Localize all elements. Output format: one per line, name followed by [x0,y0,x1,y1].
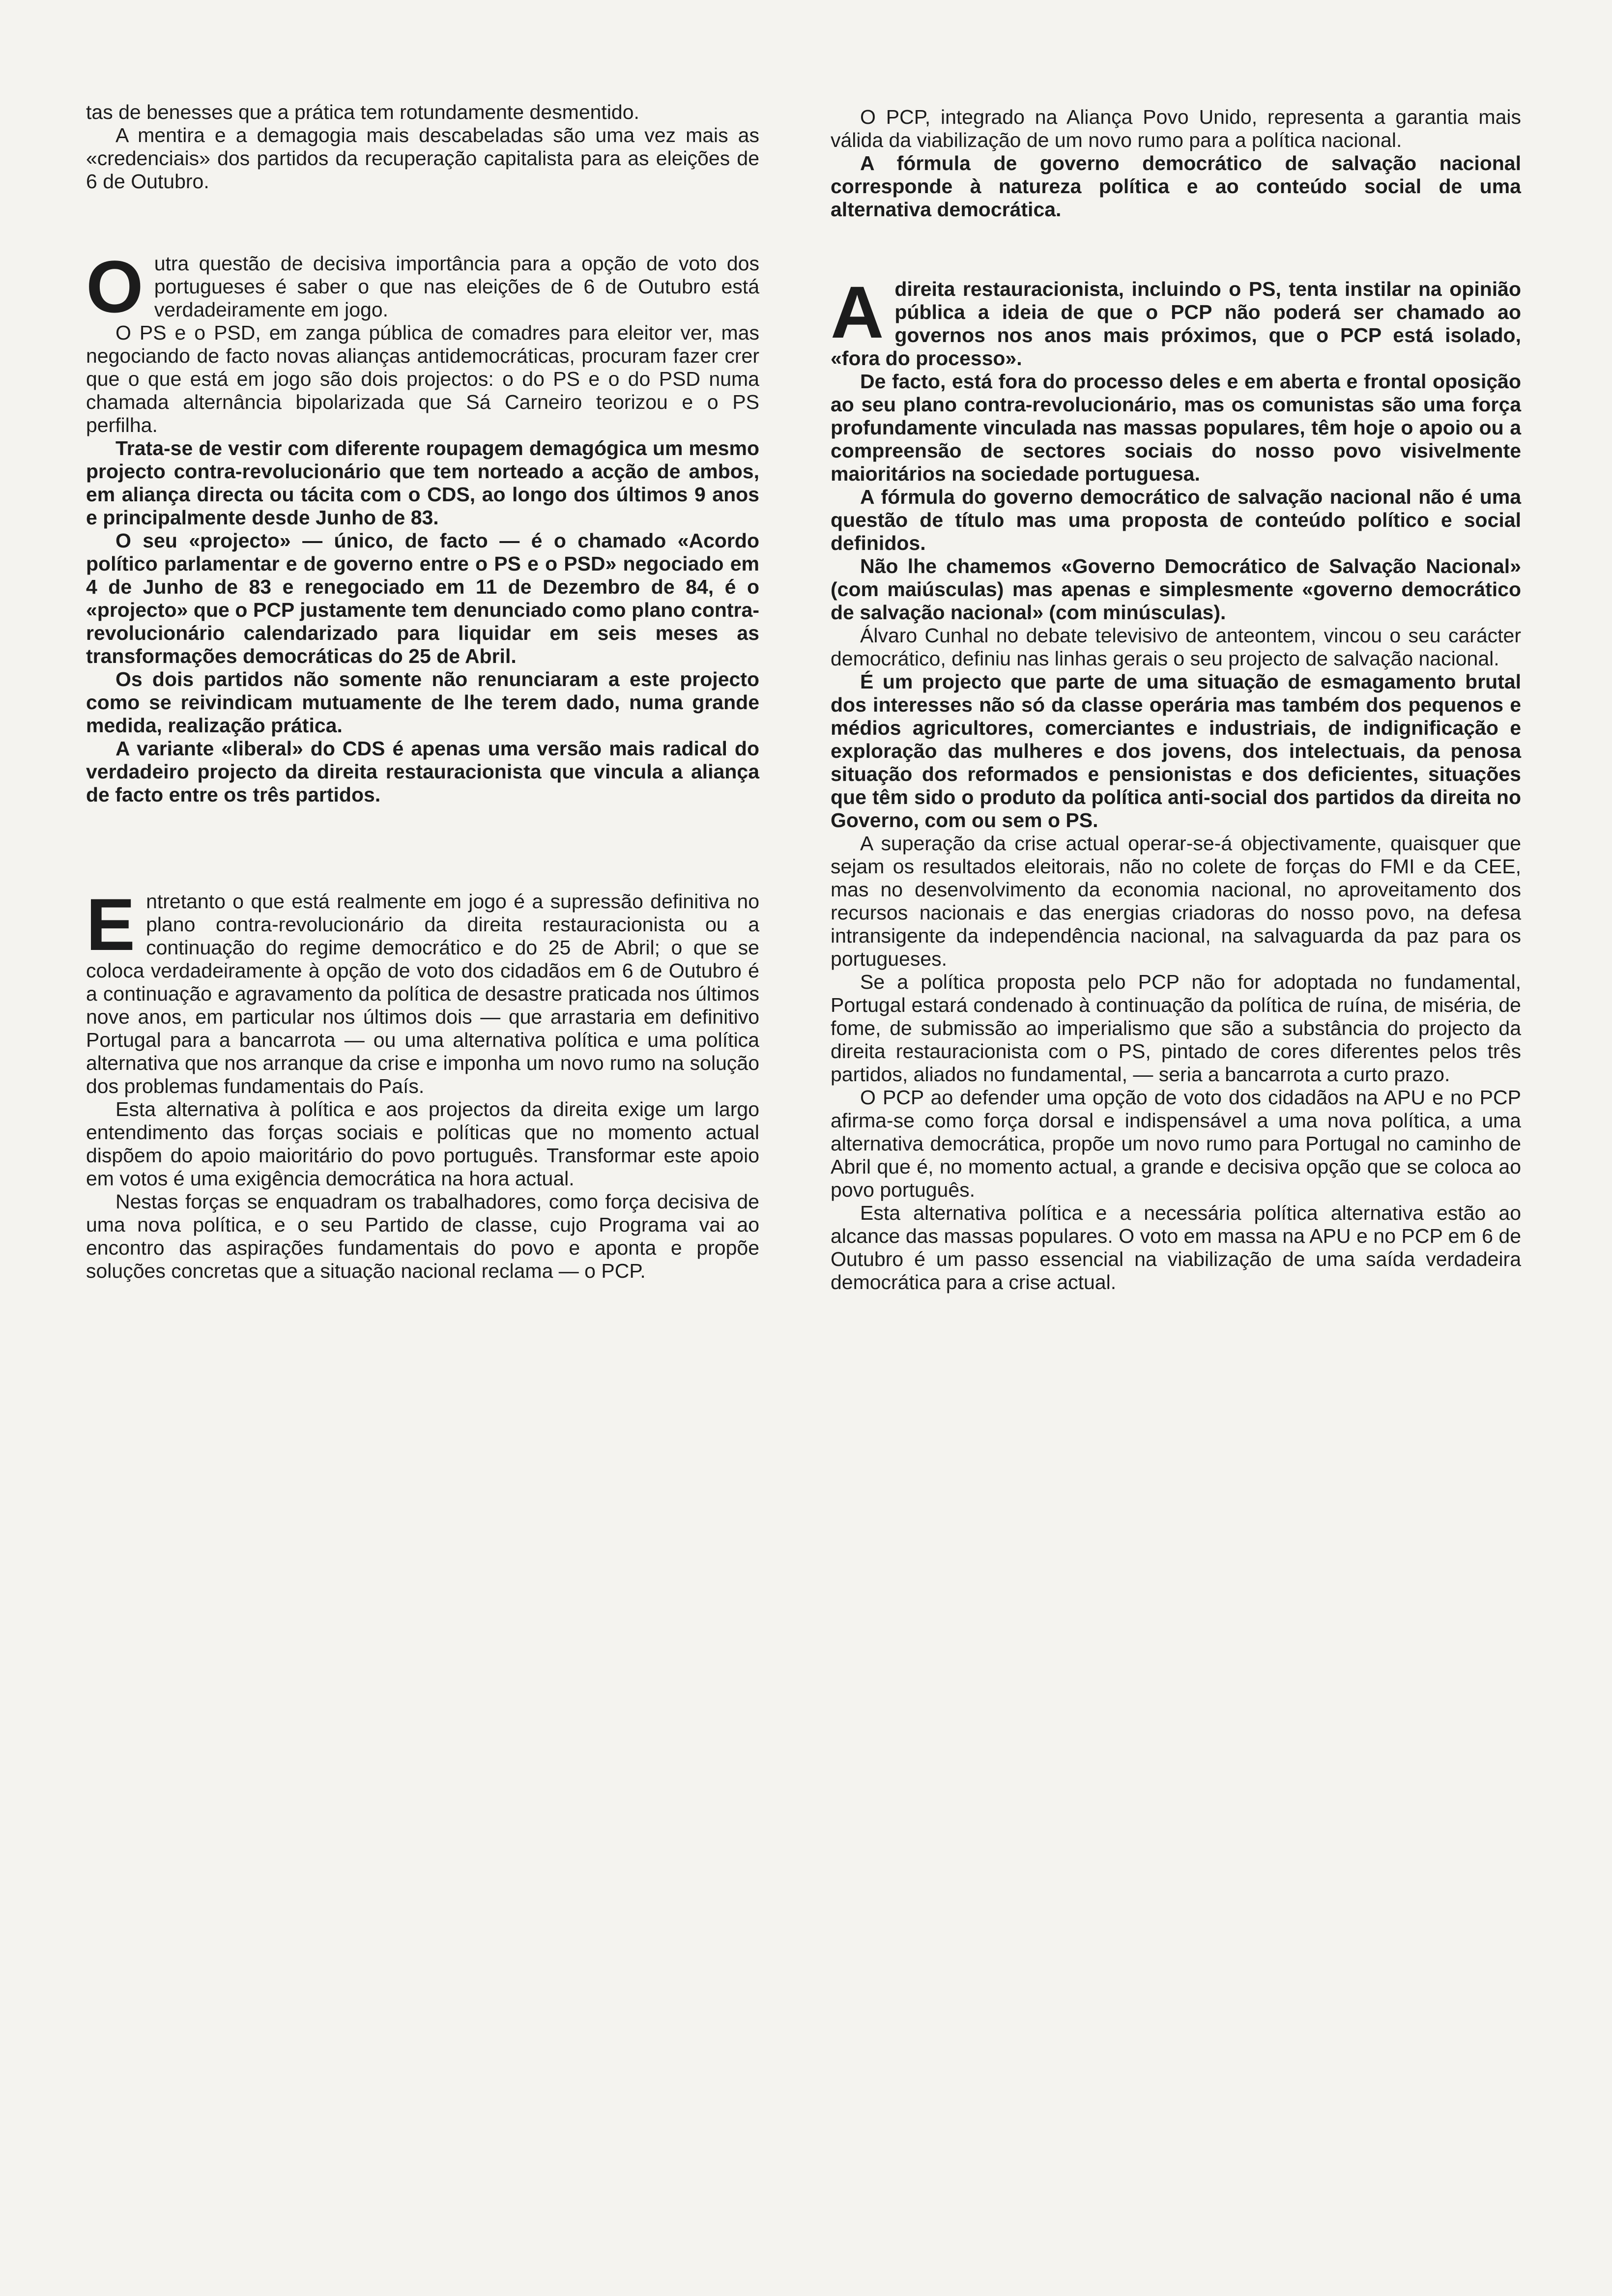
body-paragraph: É um projecto que parte de uma situação de esmagamento brutal dos interesses não só da classe operária mas também dos pequenos e médios agricultores, comerciantes e industriais, de indignificação e exploração das mulheres e dos jovens, dos intelectuais, da penosa situação dos reformados e pensionistas e dos deficientes, situações que têm sido o produto da política anti-social dos partidos da direita no Governo, com ou sem o PS. [831,670,1521,832]
right-column [831,106,1521,1294]
lead-text: utra questão de decisiva importância para a opção de voto dos portugueses é saber o que nas eleições de 6 de Outubro está verdadeiramente em jogo. [154,252,759,321]
body-paragraph: Se a política proposta pelo PCP não for adoptada no fundamental, Portugal estará condenado à continuação da política de ruína, de miséria, de fome, de submissão ao imperialismo que são a substância do projecto da direita restauracionista com o PS, pintado de cores diferentes pelos três partidos, aliados no fundamental, — seria a bancarrota a curto prazo. [831,971,1521,1086]
body-paragraph: A fórmula do governo democrático de salvação nacional não é uma questão de título mas uma proposta de conteúdo político e social definidos. [831,486,1521,554]
left-column [86,101,759,1283]
body-paragraph: Esta alternativa à política e aos projectos da direita exige um largo entendimento das forças sociais e políticas que no momento actual dispõem do apoio maioritário do povo português. Transformar este apoio em votos é uma exigência democrática na hora actual. [86,1098,759,1190]
lead-text: ntretanto o que está realmente em jogo é a supressão definitiva no plano contra-revolucionário da direita restauracionista ou a continuação do regime democrático e do 25 de Abril; o que se coloca verdadeiramente à opção de voto dos cidadãos em 6 de Outubro é a continuação e agravamento da política de desastre praticada nos últimos nove anos, em particular nos últimos dois — que arrastaria em definitivo Portugal para a bancarrota — ou uma alternativa política e uma política alternativa que nos arranque da crise e imponha um novo rumo na solução dos problemas fundamentais do País. [86,890,759,1097]
section-lead [86,245,759,328]
body-paragraph: O PS e o PSD, em zanga pública de comadres para eleitor ver, mas negociando de facto novas alianças antidemocráticas, procuram fazer crer que o que está em jogo são dois projectos: o do PS e o do PSD numa chamada alternância bipolarizada que Sá Carneiro teorizou e o PS perfilha. [86,321,759,436]
section-outra-questao [86,245,759,806]
dropcap-letter: O [86,245,144,328]
section-entretanto [86,883,759,1283]
intro-paragraph: O PCP, integrado na Aliança Povo Unido, representa a garantia mais válida da viabilização de um novo rumo para a política nacional. [831,106,1521,151]
intro-paragraph: A fórmula de governo democrático de salvação nacional corresponde à natureza política e ao conteúdo social de uma alternativa democrática. [831,152,1521,221]
dropcap-letter: A [831,271,884,353]
body-paragraph: O seu «projecto» — único, de facto — é o chamado «Acordo político parlamentar e de governo entre o PS e o PSD» negociado em 4 de Junho de 83 e renegociado em 11 de Dezembro de 84, é o «projecto» que o PCP justamente tem denunciado como plano contra-revolucionário calendarizado para liquidar em seis meses as transformações democráticas do 25 de Abril. [86,529,759,667]
body-paragraph: O PCP ao defender uma opção de voto dos cidadãos na APU e no PCP afirma-se como força dorsal e indispensável a uma nova política, a uma alternativa democrática, propõe um novo rumo para Portugal no caminho de Abril que é, no momento actual, a grande e decisiva opção que se coloca ao povo português. [831,1086,1521,1201]
dropcap-letter: E [86,883,136,966]
lead-text: direita restauracionista, incluindo o PS, tenta instilar na opinião pública a ideia de que o PCP não poderá ser chamado ao governos nos anos mais próximos, que o PCP está isolado, «fora do processo». [831,278,1521,370]
body-paragraph: De facto, está fora do processo deles e em aberta e frontal oposição ao seu plano contra-revolucionário, mas os comunistas são uma força profundamente vinculada nas massas populares, têm hoje o apoio ou a compreensão de sectores sociais do nosso povo visivelmente maioritários na sociedade portuguesa. [831,370,1521,485]
body-paragraph: A superação da crise actual operar-se-á objectivamente, quaisquer que sejam os resultados eleitorais, não no colete de forças do FMI e da CEE, mas no desenvolvimento da economia nacional, no aproveitamento dos recursos nacionais e das energias criadoras do nosso povo, na defesa intransigente da independência nacional, na salvaguarda da paz para os portugueses. [831,832,1521,970]
body-paragraph: Trata-se de vestir com diferente roupagem demagógica um mesmo projecto contra-revolucionário que tem norteado a acção de ambos, em aliança directa ou tácita com o CDS, ao longo dos últimos 9 anos e principalmente desde Junho de 83. [86,437,759,529]
section-lead [831,271,1521,370]
intro-paragraph: A mentira e a demagogia mais descabeladas são uma vez mais as «credenciais» dos partidos da recuperação capitalista para as eleições de 6 de Outubro. [86,124,759,193]
body-paragraph: Não lhe chamemos «Governo Democrático de Salvação Nacional» (com maiúsculas) mas apenas e simplesmente «governo democrático de salvação nacional» (com minúsculas). [831,555,1521,624]
body-paragraph: Os dois partidos não somente não renunciaram a este projecto como se reivindicam mutuamente de lhe terem dado, numa grande medida, realização prática. [86,668,759,737]
body-paragraph: Álvaro Cunhal no debate televisivo de anteontem, vincou o seu carácter democrático, definiu nas linhas gerais o seu projecto de salvação nacional. [831,624,1521,670]
body-paragraph: Esta alternativa política e a necessária política alternativa estão ao alcance das massas populares. O voto em massa na APU e no PCP em 6 de Outubro é um passo essencial na viabilização de uma saída verdadeira democrática para a crise actual. [831,1202,1521,1293]
body-paragraph: A variante «liberal» do CDS é apenas uma versão mais radical do verdadeiro projecto da direita restauracionista que vincula a aliança de facto entre os três partidos. [86,737,759,806]
intro-paragraph: tas de benesses que a prática tem rotundamente desmentido. [86,101,639,123]
section-lead [86,883,759,1098]
body-paragraph: Nestas forças se enquadram os trabalhadores, como força decisiva de uma nova política, e o seu Partido de classe, cujo Programa vai ao encontro das aspirações fundamentais do povo e aponta e propõe soluções concretas que a situação nacional reclama — o PCP. [86,1190,759,1282]
section-direita-restauracionista [831,271,1521,1294]
